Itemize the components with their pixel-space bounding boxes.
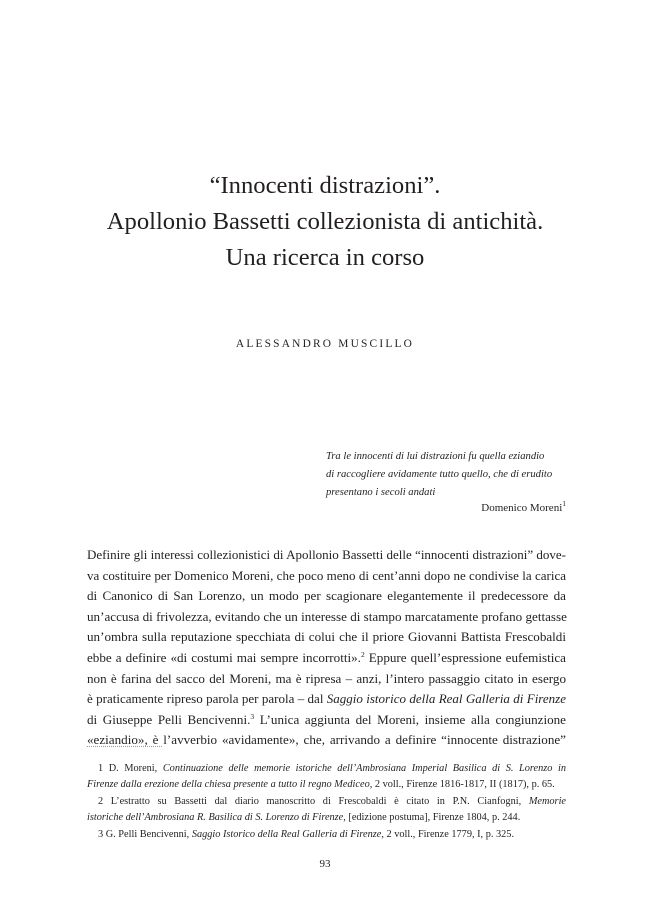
footnote-title: istoriche dell’Ambrosiana R. Basilica di S. Lorenzo di Firenze [87, 812, 344, 824]
footnote-text: , [edizione postuma], Firenze 1804, p. 244. [343, 812, 521, 824]
footnote-title: Memorie [528, 795, 566, 807]
footnote-text: 3 G. Pelli Bencivenni, [98, 828, 192, 840]
title-line-3: Una ricerca in corso [225, 244, 425, 271]
book-title: Saggio istorico della Real Galleria di Firenze [326, 691, 566, 707]
footnote-title: Firenze dalla erezione della chiesa presente a tutto il regno Mediceo [87, 779, 370, 791]
body-line: Definire gli interessi collezionistici di Apollonio Bassetti delle “innocenti distrazioni” dove- [87, 547, 566, 562]
footnote-text: , 2 voll., Firenze 1816-1817, II (1817), p. 65. [369, 779, 555, 791]
body-text-span: di Giuseppe Pelli Bencivenni. [87, 711, 251, 727]
epigraph-line: di raccogliere avidamente tutto quello, che di erudito [326, 468, 553, 480]
footnote-title: Continuazione delle memorie istoriche dell’Ambrosiana Imperial Basilica di S. Lorenzo in [162, 763, 566, 774]
title-line-1: “Innocenti distrazioni”. [209, 172, 441, 199]
body-text-span: ebbe a definire «di costumi mai sempre incorrotti». [87, 649, 361, 665]
body-line [87, 648, 566, 669]
body-line [87, 710, 566, 731]
footnote-title: Saggio Istorico della Real Galleria di Firenze [191, 828, 382, 840]
footnote-text: 1 D. Moreni, [98, 763, 163, 774]
footnotes [87, 761, 566, 843]
footnote-2-cont [87, 810, 566, 826]
body-text [87, 545, 566, 751]
body-line: di Canonico di San Lorenzo, un modo per scagionare elegantemente il predecessore da [87, 588, 566, 604]
body-text-span: è praticamente ripreso parola per parola – dal [87, 691, 327, 707]
footnote-text: 2 L’estratto su Bassetti dal diario manoscritto di Frescobaldi è citato in P.N. Cianfogni, [98, 795, 529, 807]
footnote-ref: 3 [250, 711, 255, 721]
footnote-3 [87, 827, 566, 843]
footnote-ref: 2 [360, 649, 365, 659]
page-number: 93 [319, 858, 331, 870]
body-line: va costituire per Domenico Moreni, che poco meno di cent’anni dopo ne condivise la carica [87, 567, 566, 583]
body-line: un’accusa di frivolezza, evitando che un interesse di stampo marcatamente profano gettasse [87, 608, 567, 624]
footnote-1 [87, 761, 566, 777]
epigraph [326, 448, 566, 501]
body-text-span: Eppure quell’espressione eufemistica [364, 649, 566, 665]
footnote-1-cont [87, 777, 566, 793]
author-name: ALESSANDRO MUSCILLO [235, 338, 415, 350]
footnote-separator [87, 746, 162, 747]
body-text-span: L’unica aggiunta del Moreni, insieme alla congiunzione [254, 711, 566, 727]
epigraph-attribution [326, 500, 566, 516]
body-line: «eziandio», è l’avverbio «avidamente», che, arrivando a definire “innocente distrazione” [87, 732, 566, 748]
article-title [60, 168, 590, 276]
epigraph-line: Tra le innocenti di lui distrazioni fu quella eziandio [326, 451, 545, 462]
body-line: non è farina del sacco del Moreni, ma è ripresa – anzi, l’intero passaggio citato in esergo [87, 670, 566, 686]
epigraph-author: Domenico Moreni [481, 502, 563, 514]
body-line: un’ombra sulla reputazione specchiata di colui che il priore Giovanni Battista Frescobaldi [87, 629, 566, 645]
footnote-text: , 2 voll., Firenze 1779, I, p. 325. [381, 828, 515, 840]
footnote-2 [87, 794, 566, 810]
title-line-2: Apollonio Bassetti collezionista di antichità. [106, 208, 544, 235]
body-line [87, 689, 566, 710]
epigraph-line: presentano i secoli andati [326, 486, 436, 498]
footnote-ref: 1 [562, 499, 566, 508]
